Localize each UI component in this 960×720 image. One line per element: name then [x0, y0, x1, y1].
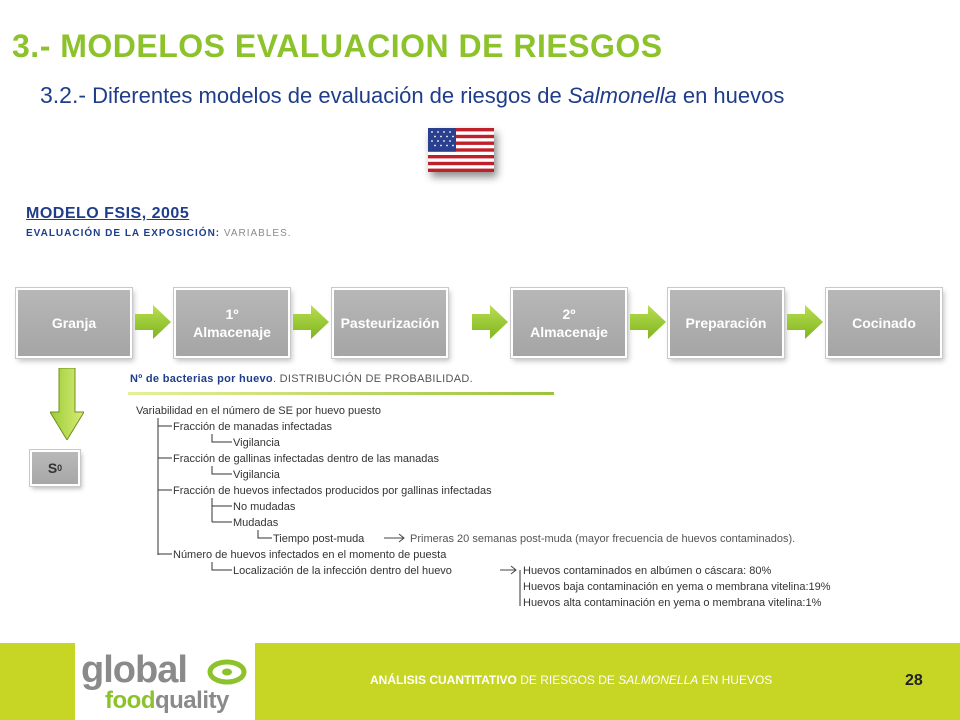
model-subtitle-bold: EVALUACIÓN DE LA EXPOSICIÓN: — [26, 228, 221, 239]
tree-root: Variabilidad en el número de SE por huevo puesto — [136, 405, 382, 417]
tree-node-gallinas: Fracción de gallinas infectadas dentro de las manadas — [173, 453, 439, 465]
step-label: Cocinado — [852, 315, 916, 331]
s0-label: S — [47, 460, 58, 476]
model-subtitle-light: VARIABLES. — [220, 228, 292, 239]
footer-caption-mid: DE RIESGOS DE — [516, 673, 619, 687]
tree-node-no-mudadas: No mudadas — [233, 501, 296, 513]
tree-node-numero-huevos: Número de huevos infectados en el momento de puesta — [173, 549, 447, 561]
tree-node-tiempo-post-muda: Tiempo post-muda — [273, 533, 365, 545]
logo-global-text: global — [81, 649, 187, 691]
subtitle-text-em: Salmonella — [567, 83, 677, 108]
tree-node-vigilancia-2: Vigilancia — [233, 469, 280, 481]
tree-node-vigilancia-1: Vigilancia — [233, 437, 280, 449]
distribution-label-bold: Nº de bacterias por huevo — [130, 373, 273, 385]
tree-node-localizacion: Localización de la infección dentro del huevo — [233, 565, 452, 577]
subtitle-number: 3.2.- — [40, 82, 87, 108]
logo-ring-icon — [207, 659, 247, 685]
step-label: Pasteurización — [340, 315, 440, 331]
tree-leaf-yema-alta: Huevos alta contaminación en yema o membrana vitelina:1% — [523, 597, 822, 609]
subtitle-text-post: en huevos — [676, 83, 785, 108]
page-number: 28 — [905, 672, 923, 689]
footer-caption-bold: ANÁLISIS CUANTITATIVO — [370, 673, 517, 687]
step-label: Preparación — [685, 315, 767, 331]
tree-note-post-muda: Primeras 20 semanas post-muda (mayor frecuencia de huevos contaminados). — [410, 533, 796, 545]
footer-caption-end: EN HUEVOS — [698, 673, 773, 687]
footer-caption-em: SALMONELLA — [618, 673, 699, 687]
logo-food-word: food — [105, 687, 155, 714]
step-label: Granja — [51, 315, 97, 331]
distribution-underline — [128, 392, 554, 395]
page-title: 3.- MODELOS EVALUACION DE RIESGOS — [12, 28, 663, 64]
model-title: MODELO FSIS, 2005 — [26, 205, 190, 222]
tree-node-huevos-infectados: Fracción de huevos infectados producidos por gallinas infectadas — [173, 485, 492, 497]
global-food-quality-logo — [75, 643, 255, 720]
tree-node-manadas: Fracción de manadas infectadas — [173, 421, 332, 433]
subtitle-text-pre: Diferentes modelos de evaluación de riesgos de — [86, 83, 568, 108]
step-label: 2º Almacenaje — [530, 306, 608, 340]
step-label: 1º Almacenaje — [193, 306, 271, 340]
s0-subscript: 0 — [57, 463, 63, 473]
tree-leaf-yema-baja: Huevos baja contaminación en yema o membrana vitelina:19% — [523, 581, 831, 593]
tree-node-mudadas: Mudadas — [233, 517, 279, 529]
distribution-label-light: . DISTRIBUCIÓN DE PROBABILIDAD. — [272, 373, 473, 385]
footer-caption — [370, 673, 772, 687]
tree-leaf-albumen: Huevos contaminados en albúmen o cáscara: 80% — [523, 565, 772, 577]
logo-quality-word: quality — [154, 687, 229, 714]
logo-food-quality-text — [105, 687, 229, 715]
